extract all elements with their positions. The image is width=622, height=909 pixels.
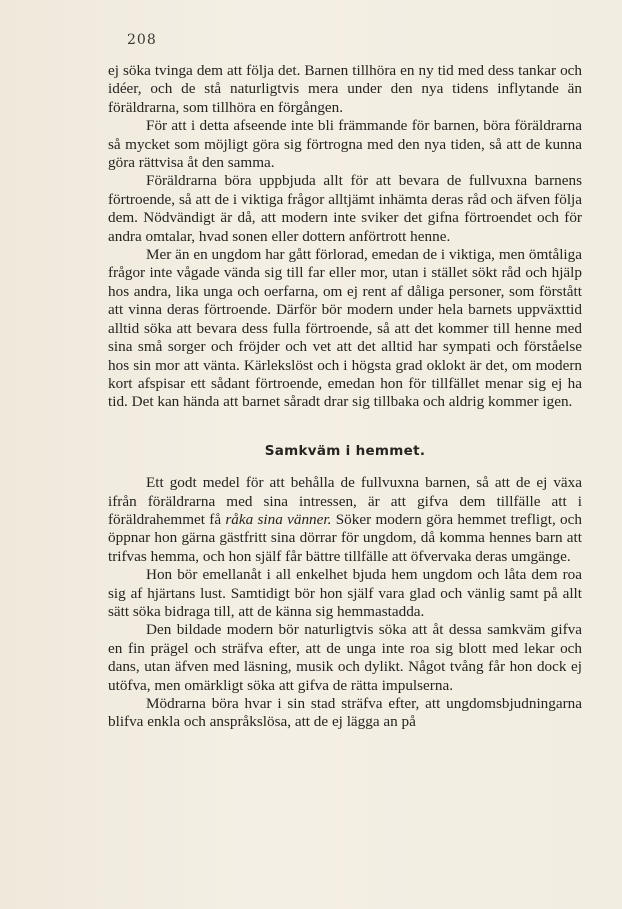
paragraph: Föräldrarna böra uppbjuda allt för att bevara de fullvuxna barnens förtroende, så att de i viktiga frågor alltjämt inhämta deras råd och äfven följa dem. Nödvändigt är då, att modern inte sviker det gifna förtroendet och för andra omtalar, hvad sonen eller dottern anförtrott henne. (108, 172, 582, 245)
paragraph-text: Ett godt medel för att behålla de fullvuxna barnen, så att de ej växa ifrån föräldrarna med sina intressen, är att gifva dem tillfälle att i föräldrahemmet få (108, 474, 582, 528)
italic-phrase: råka sina vänner. (225, 510, 332, 528)
paragraph: Mer än en ungdom har gått förlorad, emedan de i viktiga, men ömtåliga frågor inte vågade vända sig till far eller mor, utan i stället sökt råd och hjälp hos andra, lika unga och oerfarna, om ej rent af dåliga personer, som förstått att vinna deras förtroende. Därför bör modern under hela barnets uppväxttid alltid söka att bevara dess fulla förtroende, så att det kommer till henne med sina små sorger och fröjder och vet att det alltid har sympati och förståelse hos sin mor att vänta. Kärlekslöst och i högsta grad oklokt är det, om modern kort afspisar ett sådant förtroende, emedan hon för tillfället menar sig ej ha tid. Det kan hända att barnet såradt drar sig tillbaka och aldrig kommer igen. (108, 246, 582, 411)
paragraph: Mödrarna böra hvar i sin stad sträfva efter, att ungdomsbjudningarna blifva enkla och anspråkslösa, att de ej lägga an på (108, 695, 582, 731)
section-heading: Samkväm i hemmet. (264, 442, 426, 459)
paragraph (108, 474, 582, 566)
paragraph: Hon bör emellanåt i all enkelhet bjuda hem ungdom och låta dem roa sig af hjärtans lust. Samtidigt bör hon själf vara glad och vänlig samt på allt sätt söka bidraga till, att de känna sig hemmastadda. (108, 566, 582, 620)
paragraph: Den bildade modern bör naturligtvis söka att åt dessa samkväm gifva en fin prägel och sträfva efter, att de unga inte roa sig blott med lekar och dans, utan äfven med läsning, musik och dylikt. Något tvång får hon dock ej utöfva, men omärkligt söka att gifva de rätta impulserna. (108, 621, 582, 694)
page-number: 208 (127, 32, 157, 48)
page-body (108, 62, 582, 732)
paragraph-continuation: ej söka tvinga dem att följa det. Barnen tillhöra en ny tid med dess tankar och idéer, och de stå naturligtvis mera under den nya tidens inflytande än föräldrarna, som tillhöra en förgången. (108, 62, 582, 116)
paragraph-text: Söker modern göra hemmet trefligt, och öppnar hon gärna gästfritt sina dörrar för ungdom, då komma hennes barn att trifvas hemma, och hon själf får bättre tillfälle att öfvervaka deras umgänge. (108, 510, 582, 565)
paragraph: För att i detta afseende inte bli främmande för barnen, böra föräldrarna så mycket som möjligt göra sig förtrogna med den nya tiden, så att de kunna göra rättvisa åt den samma. (108, 117, 582, 172)
